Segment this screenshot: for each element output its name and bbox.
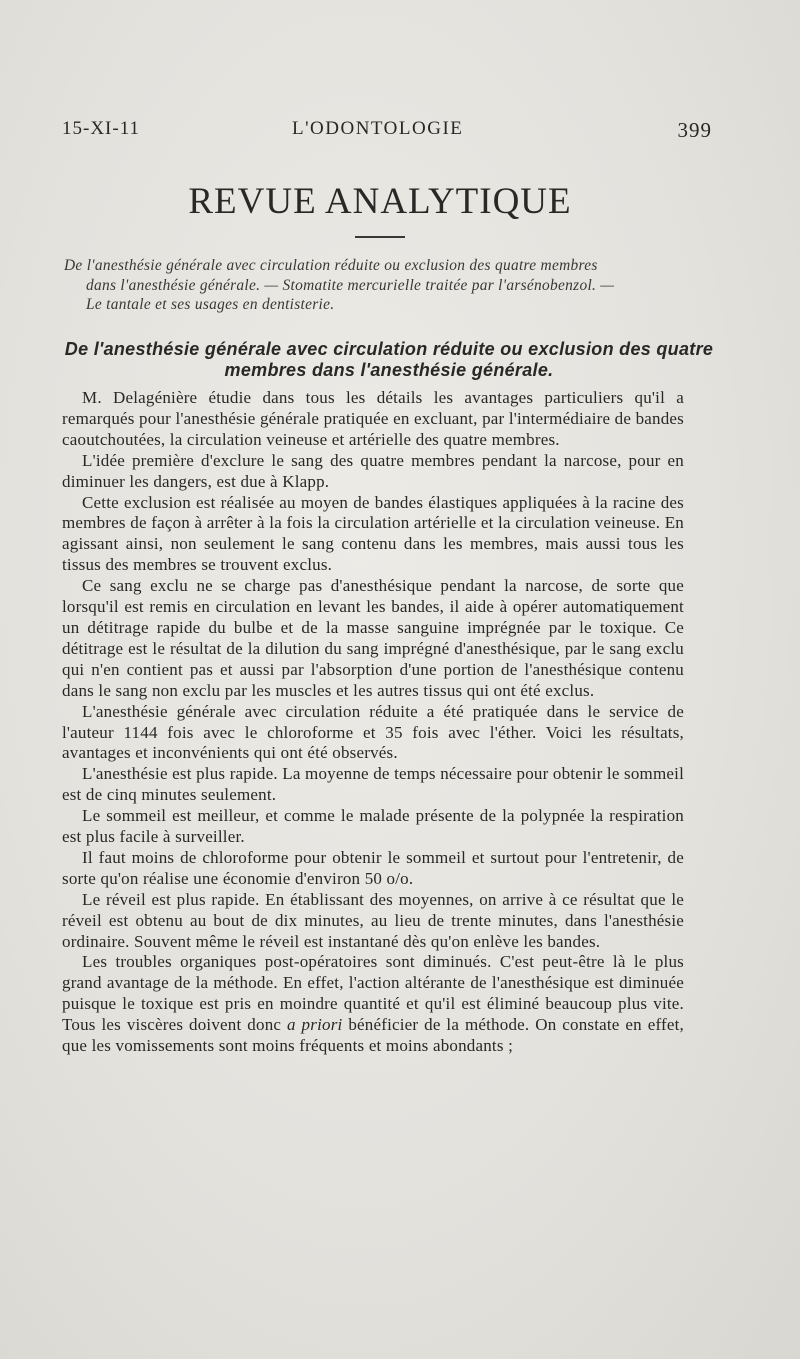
italic-phrase: a priori bbox=[287, 1015, 343, 1035]
summary-contents bbox=[64, 256, 704, 315]
paragraph: Le réveil est plus rapide. En établissant des moyennes, on arrive à ce résultat que le réveil est obtenu au bout de dix minutes, au lieu de trente minutes, dans l'anesthésie ordinaire. Souvent même le réveil est instantané dès qu'on enlève les bandes. bbox=[62, 889, 684, 951]
paragraph: Il faut moins de chloroforme pour obtenir le sommeil et surtout pour l'entretenir, de sorte qu'on réalise une économie d'environ 50 o/o. bbox=[62, 847, 684, 888]
paragraph-text: bénéficier de la méthode. On constate en effet, que les vomissements sont moins fréquents et moins abondants ; bbox=[62, 1015, 684, 1056]
paragraph: Ce sang exclu ne se charge pas d'anesthésique pendant la narcose, de sorte que lorsqu'il est remis en circulation en levant les bandes, il aide à opérer automatiquement un détitrage rapide du bulbe et de la masse sanguine imprégnée par le toxique. Ce détitrage est le résultat de la dilution du sang imprégné d'anesthésique, par le sang exclu qui n'en contient pas et aussi par l'absorption d'une portion de l'anesthésique contenu dans le sang non exclu par les muscles et les autres tissus qui ont été exclus. bbox=[62, 576, 684, 700]
paragraph-text: Les troubles organiques post-opératoires sont diminués. C'est peut-être là le plus grand avantage de la méthode. En effet, l'action altérante de l'anesthésique est diminuée puisque le toxique est pris en moindre quantité et qu'il est éliminé beaucoup plus vite. Tous les viscères doivent donc bbox=[62, 952, 684, 1035]
paragraph: M. Delagénière étudie dans tous les détails les avantages particuliers qu'il a remarqués pour l'anesthésie générale pratiquée en excluant, par l'intermédiaire de bandes caoutchoutées, la circulation veineuse et artérielle des quatre membres. bbox=[62, 388, 684, 449]
summary-line: Le tantale et ses usages en dentisterie. bbox=[86, 296, 335, 313]
article-body bbox=[62, 388, 684, 1057]
page-number: 399 bbox=[677, 118, 712, 142]
paragraph: Cette exclusion est réalisée au moyen de bandes élastiques appliquées à la racine des membres de façon à arrêter à la fois la circulation artérielle et la circulation veineuse. En agissant ainsi, non seulement le sang contenu dans les membres, mais aussi tous les tissus des membres se trouvent exclus. bbox=[62, 492, 684, 575]
summary-line: De l'anesthésie générale avec circulation réduite ou exclusion des quatre membres bbox=[64, 257, 598, 274]
paragraph: L'anesthésie est plus rapide. La moyenne de temps nécessaire pour obtenir le sommeil est de cinq minutes seulement. bbox=[62, 764, 684, 805]
journal-name: L'ODONTOLOGIE bbox=[292, 118, 464, 139]
running-header bbox=[62, 118, 712, 148]
paragraph: Le sommeil est meilleur, et comme le malade présente de la polypnée la respiration est plus facile à surveiller. bbox=[62, 806, 684, 847]
article-heading: De l'anesthésie générale avec circulation réduite ou exclusion des quatre membres dans l'anesthésie générale. bbox=[64, 339, 714, 380]
section-title: REVUE ANALYTIQUE bbox=[188, 181, 572, 222]
paragraph: L'anesthésie générale avec circulation réduite a été pratiquée dans le service de l'auteur 1144 fois avec le chloroforme et 35 fois avec l'éther. Voici les résultats, avantages et inconvénients qui ont été observés. bbox=[62, 701, 684, 763]
issue-date: 15-XI-11 bbox=[62, 118, 140, 139]
paragraph bbox=[62, 952, 684, 1057]
summary-line: dans l'anesthésie générale. — Stomatite mercurielle traitée par l'arsénobenzol. — bbox=[86, 276, 615, 294]
paragraph: L'idée première d'exclure le sang des quatre membres pendant la narcose, pour en diminuer les dangers, est due à Klapp. bbox=[62, 450, 684, 491]
title-divider bbox=[355, 236, 405, 238]
